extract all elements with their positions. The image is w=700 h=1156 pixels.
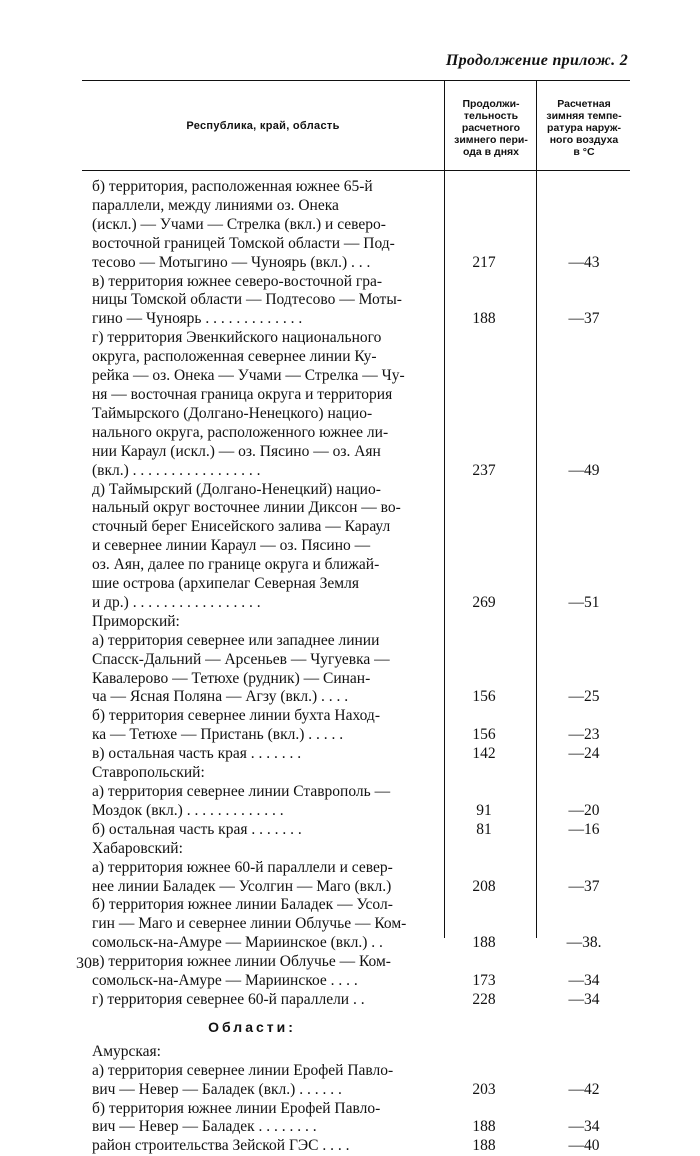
- table-row: [0, 1137, 700, 1156]
- duration-days-value: 228: [472, 990, 496, 1008]
- table-row: [0, 329, 700, 480]
- table-row: [0, 991, 700, 1010]
- temperature-value: —25: [568, 688, 600, 706]
- column-header-temperature-text: Расчетная зимняя темпе- ратура наруж- ного воздуха в °С: [546, 98, 622, 158]
- temperature-value: —38.: [566, 934, 602, 952]
- section-heading: Области:: [208, 1018, 296, 1035]
- duration-days-value: 188: [472, 310, 496, 328]
- temperature-value: —34: [568, 1118, 600, 1136]
- region-heading-row: [0, 764, 700, 783]
- duration-days-value: 156: [472, 688, 496, 706]
- duration-days-value: 81: [476, 820, 492, 838]
- table-body: [0, 178, 700, 1156]
- territory-description: а) территория севернее линии Ставрополь — Моздок (вкл.) . . . . . . . . . . . . .: [92, 783, 391, 819]
- table-row: [0, 1100, 700, 1138]
- temperature-value: —42: [568, 1080, 600, 1098]
- page-number: 30: [76, 955, 92, 972]
- territory-description: б) территория южнее линии Ерофей Павло- вич — Невер — Баладек . . . . . . . .: [92, 1099, 381, 1136]
- column-header-duration-text: Продолжи- тельность расчетного зимнего пери- ода в днях: [454, 98, 528, 158]
- table-row: [0, 707, 700, 745]
- temperature-value: —37: [568, 877, 600, 895]
- territory-description: г) территория севернее 60-й параллели . .: [92, 990, 365, 1008]
- region-heading-row: [0, 1043, 700, 1062]
- temperature-value: —49: [568, 461, 600, 479]
- territory-description: район строительства Зейской ГЭС . . . .: [92, 1137, 350, 1155]
- table-row: [0, 783, 700, 821]
- region-heading-row: [0, 613, 700, 632]
- table-header-rule: [82, 170, 630, 171]
- territory-description: в) территория южнее линии Облучье — Ком- сомольск-на-Амуре — Мариинское . . . .: [92, 953, 391, 990]
- territory-description: д) Таймырский (Долгано-Ненецкий) нацио- нальный округ восточнее линии Диксон — во- сточный берег Енисейского залива — Караул и севернее линии Караул — оз. Пясино — оз. Аян, далее по границе округа и ближай- шие острова (архипелаг Северная Земля и др.) . . . . . . . . . . . . . . . . .: [92, 480, 401, 611]
- region-heading: Ставропольский:: [92, 764, 205, 782]
- table-row: [0, 1062, 700, 1100]
- table-row: [0, 896, 700, 953]
- territory-description: в) территория южнее северо-восточной гра- ницы Томской области — Подтесово — Моты- гино — Чуноярь . . . . . . . . . . . . .: [92, 272, 402, 328]
- table-row: [0, 859, 700, 897]
- duration-days-value: 237: [472, 461, 496, 479]
- column-header-temperature: [538, 98, 630, 158]
- duration-days-value: 208: [472, 877, 496, 895]
- table-row: [0, 178, 700, 273]
- temperature-value: —16: [568, 820, 600, 838]
- territory-description: а) территория севернее или западнее линии Спасск-Дальний — Арсеньев — Чугуевка — Кавалерово — Тетюхе (рудник) — Синан- ча — Ясная Поляна — Агзу (вкл.) . . . .: [92, 631, 390, 706]
- table-top-rule: [82, 80, 630, 81]
- table-row: [0, 273, 700, 330]
- table-row: [0, 821, 700, 840]
- territory-description: а) территория южнее 60-й параллели и север- нее линии Баладек — Усолгин — Маго (вкл.): [92, 858, 393, 895]
- column-header-region: Республика, край, область: [186, 120, 340, 132]
- region-heading: Приморский:: [92, 612, 180, 630]
- temperature-value: —34: [568, 990, 600, 1008]
- duration-days-value: 142: [472, 745, 496, 763]
- region-heading-row: [0, 840, 700, 859]
- duration-days-value: 188: [472, 934, 496, 952]
- region-heading: Хабаровский:: [92, 839, 183, 857]
- territory-description: б) остальная часть края . . . . . . .: [92, 820, 302, 838]
- table-row: [0, 745, 700, 764]
- territory-description: б) территория севернее линии бухта Наход- ка — Тетюхе — Пристань (вкл.) . . . . .: [92, 707, 380, 744]
- temperature-value: —34: [568, 972, 600, 990]
- section-heading-row: [0, 1010, 700, 1043]
- table-row: [0, 632, 700, 708]
- table-row: [0, 481, 700, 613]
- column-header-duration: [446, 98, 536, 158]
- duration-days-value: 188: [472, 1137, 496, 1155]
- duration-days-value: 217: [472, 253, 496, 271]
- territory-description: а) территория севернее линии Ерофей Павло- вич — Невер — Баладек (вкл.) . . . . . .: [92, 1061, 394, 1098]
- temperature-value: —37: [568, 310, 600, 328]
- temperature-value: —23: [568, 726, 600, 744]
- territory-description: г) территория Эвенкийского национального округа, расположенная севернее линии Ку- рейка — оз. Онека — Учами — Стрелка — Чу- ня — восточная граница округа и территория Таймырского (Долгано-Ненецкого) нацио- нального округа, расположенного южнее ли- нии Караул (искл.) — оз. Пясино — оз. Аян (вкл.) . . . . . . . . . . . . . . . . .: [92, 329, 405, 479]
- region-heading: Амурская:: [92, 1042, 161, 1060]
- running-head: Продолжение прилож. 2: [445, 52, 628, 69]
- territory-description: в) остальная часть края . . . . . . .: [92, 745, 302, 763]
- duration-days-value: 156: [472, 726, 496, 744]
- duration-days-value: 269: [472, 593, 496, 611]
- territory-description: б) территория, расположенная южнее 65-й параллели, между линиями оз. Онека (искл.) — Учами — Стрелка (вкл.) и северо- восточной границей Томской области — Под- тесово — Мотыгино — Чуноярь (вкл.) . . .: [92, 178, 395, 271]
- temperature-value: —51: [568, 593, 600, 611]
- temperature-value: —24: [568, 745, 600, 763]
- temperature-value: —40: [568, 1137, 600, 1155]
- temperature-value: —20: [568, 801, 600, 819]
- duration-days-value: 188: [472, 1118, 496, 1136]
- temperature-value: —43: [568, 253, 600, 271]
- territory-description: б) территория южнее линии Баладек — Усол- гин — Маго и севернее линии Облучье — Ком- сомольск-на-Амуре — Мариинское (вкл.) . .: [92, 896, 407, 952]
- table-row: [0, 953, 700, 991]
- duration-days-value: 203: [472, 1080, 496, 1098]
- duration-days-value: 91: [476, 801, 492, 819]
- duration-days-value: 173: [472, 972, 496, 990]
